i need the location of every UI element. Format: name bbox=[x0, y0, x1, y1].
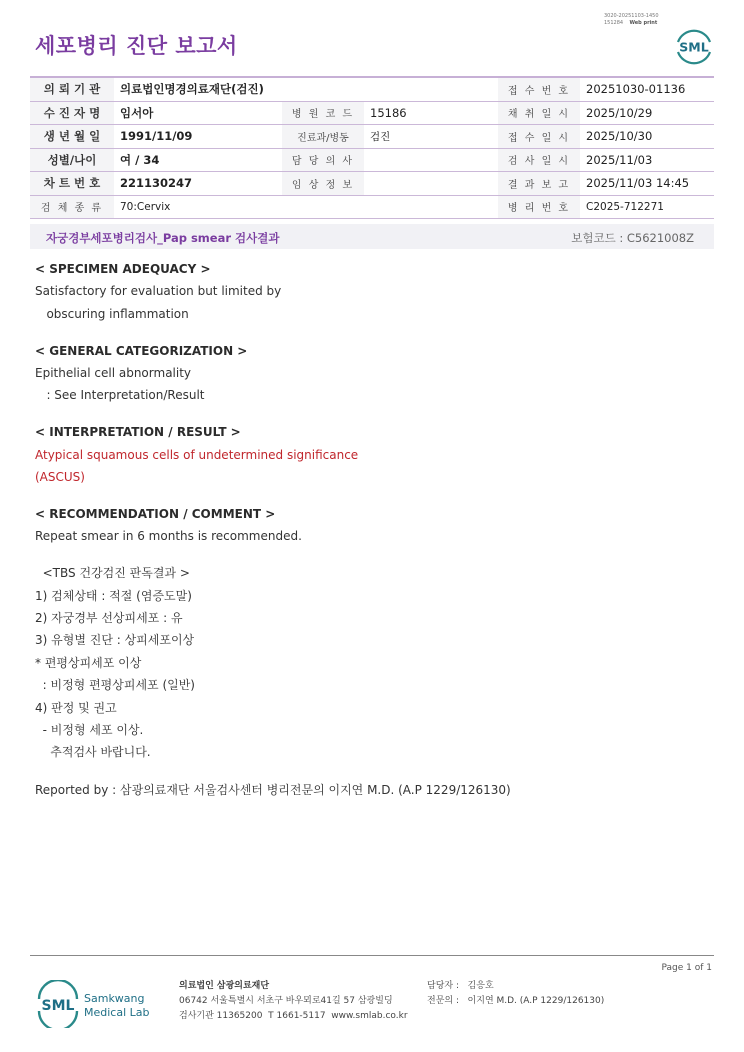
interpretation-abbrev: (ASCUS) bbox=[35, 470, 85, 485]
value-clinical-info bbox=[364, 172, 498, 196]
label-collection-date: 채 취 일 시 bbox=[498, 101, 580, 125]
label-receipt-date: 접 수 일 시 bbox=[498, 125, 580, 149]
section-heading-interpretation: < INTERPRETATION / RESULT > bbox=[35, 425, 241, 440]
tbs-line: - 비정형 세포 이상. bbox=[35, 723, 144, 738]
value-sex-age: 여 / 34 bbox=[114, 148, 282, 172]
tbs-heading: <TBS 건강검진 판독결과 > bbox=[35, 566, 190, 581]
label-pathology-no: 병 리 번 호 bbox=[498, 195, 580, 219]
info-row bbox=[30, 125, 714, 149]
samkwang-logo-mark: SML bbox=[41, 998, 75, 1014]
tbs-line: 1) 검체상태 : 적절 (염증도말) bbox=[35, 588, 192, 603]
report-line: Satisfactory for evaluation but limited by bbox=[35, 284, 282, 299]
tbs-line: 4) 판정 및 권고 bbox=[35, 700, 117, 715]
print-id-2 bbox=[604, 20, 659, 27]
insurance-code: 보험코드 : C5621008Z bbox=[571, 231, 694, 245]
report-line: Repeat smear in 6 months is recommended. bbox=[35, 529, 302, 544]
tbs-line: : 비정형 편평상피세포 (일반) bbox=[35, 678, 195, 693]
label-requester: 의 뢰 기 관 bbox=[30, 77, 114, 101]
value-report-date: 2025/11/03 14:45 bbox=[580, 172, 714, 196]
label-hospital-code: 병 원 코 드 bbox=[282, 101, 364, 125]
info-row bbox=[30, 101, 714, 125]
value-test-date: 2025/11/03 bbox=[580, 148, 714, 172]
label-birth-date: 생 년 월 일 bbox=[30, 125, 114, 149]
label-receipt-no: 접 수 번 호 bbox=[498, 77, 580, 101]
value-collection-date: 2025/10/29 bbox=[580, 101, 714, 125]
print-mode: Web print bbox=[629, 19, 658, 26]
info-row bbox=[30, 77, 714, 101]
footer-staff-info bbox=[427, 979, 604, 1009]
label-specimen-type: 검 체 종 류 bbox=[30, 195, 114, 219]
footer-contact: 검사기관 11365200 T 1661-5117 www.smlab.co.kr bbox=[179, 1011, 408, 1021]
page-title: 세포병리 진단 보고서 bbox=[35, 34, 238, 58]
value-patient-name: 임서아 bbox=[114, 101, 282, 125]
tbs-line: 3) 유형별 진단 : 상피세포이상 bbox=[35, 633, 195, 648]
patient-info-table bbox=[30, 76, 714, 219]
value-physician bbox=[364, 148, 498, 172]
info-row bbox=[30, 148, 714, 172]
print-number: 151284 bbox=[604, 19, 624, 26]
value-department: 검진 bbox=[364, 125, 498, 149]
print-id: 3020-20251103-1450 bbox=[604, 13, 659, 19]
label-physician: 담 당 의 사 bbox=[282, 148, 364, 172]
exam-name: 자궁경부세포병리검사_Pap smear 검사결과 bbox=[46, 231, 280, 245]
label-test-date: 검 사 일 시 bbox=[498, 148, 580, 172]
footer-address: 06742 서울특별시 서초구 바우뫼로41길 57 삼광빌딩 bbox=[179, 996, 393, 1006]
label-sex-age: 성별/나이 bbox=[30, 148, 114, 172]
print-meta bbox=[604, 13, 659, 26]
footer-specialist: 전문의 : 이지연 M.D. (A.P 1229/126130) bbox=[427, 996, 605, 1006]
label-clinical-info: 임 상 정 보 bbox=[282, 172, 364, 196]
value-chart-no: 221130247 bbox=[114, 172, 282, 196]
tbs-line: 2) 자궁경부 선상피세포 : 유 bbox=[35, 611, 183, 626]
samkwang-logo-line1: Samkwang bbox=[84, 992, 145, 1005]
footer-manager: 담당자 : 김응호 bbox=[427, 981, 494, 991]
sml-logo-text: SML bbox=[679, 39, 709, 55]
footer-org-info bbox=[179, 979, 408, 1024]
value-receipt-no: 20251030-01136 bbox=[580, 77, 714, 101]
value-hospital-code: 15186 bbox=[364, 101, 498, 125]
footer-org-name: 의료법인 삼광의료재단 bbox=[179, 981, 270, 991]
page-number: Page 1 of 1 bbox=[661, 963, 712, 973]
value-birth-date: 1991/11/09 bbox=[114, 125, 282, 149]
report-line: obscuring inflammation bbox=[35, 306, 189, 321]
tbs-line: * 편평상피세포 이상 bbox=[35, 655, 142, 670]
report-body bbox=[35, 262, 715, 768]
value-pathology-no: C2025-712271 bbox=[580, 195, 714, 219]
reported-by: Reported by : 삼광의료재단 서울검사센터 병리전문의 이지연 M.D. (A.P 1229/126130) bbox=[35, 783, 511, 797]
section-heading-recommendation: < RECOMMENDATION / COMMENT > bbox=[35, 507, 276, 522]
footer-divider bbox=[30, 955, 714, 956]
report-line: : See Interpretation/Result bbox=[35, 388, 205, 403]
sml-logo bbox=[674, 26, 714, 66]
exam-title-bar bbox=[30, 224, 714, 249]
info-row bbox=[30, 172, 714, 196]
samkwang-logo bbox=[36, 980, 166, 1028]
samkwang-logo-line2: Medical Lab bbox=[84, 1006, 150, 1019]
interpretation-result: Atypical squamous cells of undetermined significance bbox=[35, 447, 359, 462]
label-department: 진료과/병동 bbox=[282, 125, 364, 149]
report-line: Epithelial cell abnormality bbox=[35, 366, 192, 381]
label-chart-no: 차 트 번 호 bbox=[30, 172, 114, 196]
value-specimen-type: 70:Cervix bbox=[114, 195, 498, 219]
section-heading-adequacy: < SPECIMEN ADEQUACY > bbox=[35, 262, 211, 276]
info-row bbox=[30, 195, 714, 219]
label-report-date: 결 과 보 고 bbox=[498, 172, 580, 196]
value-receipt-date: 2025/10/30 bbox=[580, 125, 714, 149]
section-heading-categorization: < GENERAL CATEGORIZATION > bbox=[35, 343, 248, 358]
label-patient-name: 수 진 자 명 bbox=[30, 101, 114, 125]
tbs-line: 추적검사 바랍니다. bbox=[35, 745, 151, 760]
value-requester: 의료법인명경의료재단(검진) bbox=[114, 77, 498, 101]
